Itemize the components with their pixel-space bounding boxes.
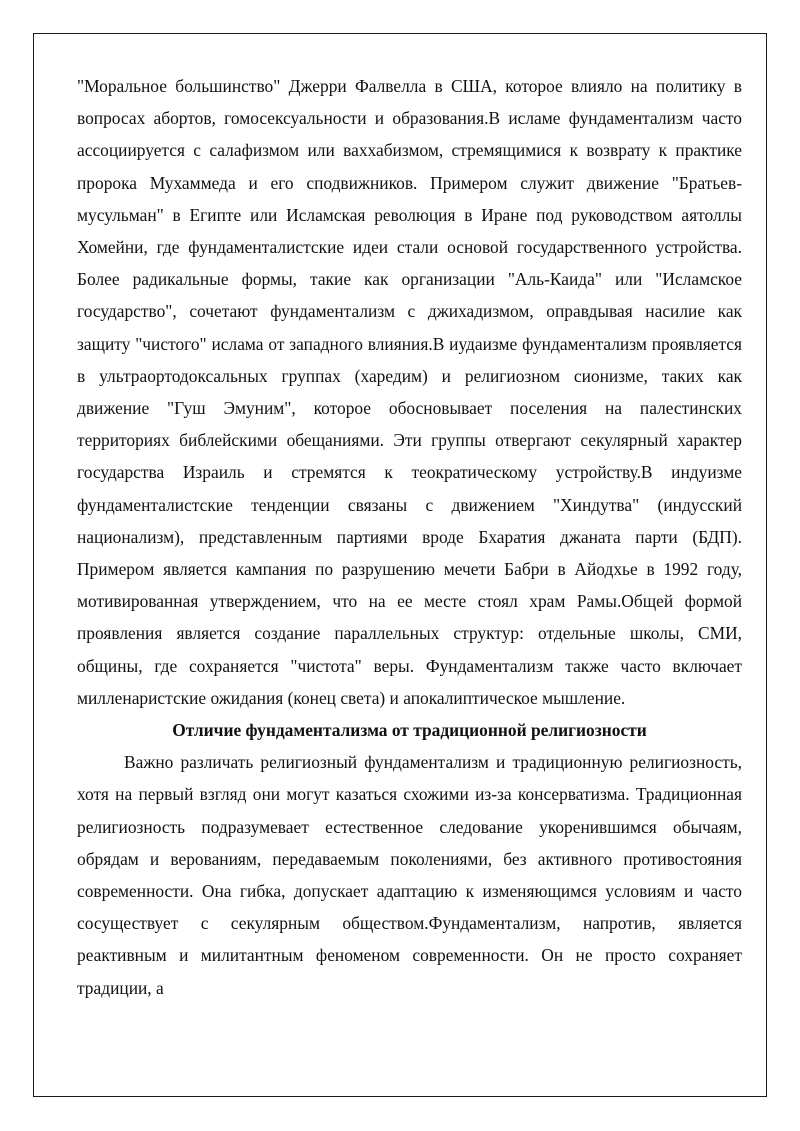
body-paragraph: Важно различать религиозный фундаментализм и традиционную религиозность, хотя на первый взгляд они могут казаться схожими из-за консерватизма. Традиционная религиозность подразумевает естественное следование укоренившимся обычаям, обрядам и верованиям, передаваемым поколениями, без активного противостояния современности. Она гибка, допускает адаптацию к изменяющимся условиям и часто сосуществует с секулярным обществом.Фундаментализм, напротив, является реактивным и милитантным феноменом современности. Он не просто сохраняет традиции, а <box>77 752 742 998</box>
body-paragraph: "Моральное большинство" Джерри Фалвелла в США, которое влияло на политику в вопросах абортов, гомосексуальности и образования.В исламе фундаментализм часто ассоциируется с салафизмом или ваххабизмом, стремящимися к возврату к практике пророка Мухаммеда и его сподвижников. Примером служит движение "Братьев-мусульман" в Египте или Исламская революция в Иране под руководством аятоллы Хомейни, где фундаменталистские идеи стали основой государственного устройства. Более радикальные формы, такие как организации "Аль-Каида" или "Исламское государство", сочетают фундаментализм с джихадизмом, оправдывая насилие как защиту "чистого" ислама от западного влияния.В иудаизме фундаментализм проявляется в ультраортодоксальных группах (харедим) и религиозном сионизме, таких как движение "Гуш Эмуним", которое обосновывает поселения на палестинских территориях библейскими обещаниями. Эти группы отвергают секулярный характер государства Израиль и стремятся к теократическому устройству.В индуизме фундаменталистские тенденции связаны с движением "Хиндутва" (индусский национализм), представленным партиями вроде Бхаратия джаната парти (БДП). Примером является кампания по разрушению мечети Бабри в Айодхье в 1992 году, мотивированная утверждением, что на ее месте стоял храм Рамы.Общей формой проявления является создание параллельных структур: отдельные школы, СМИ, общины, где сохраняется "чистота" веры. Фундаментализм также часто включает милленаристские ожидания (конец света) и апокалиптическое мышление. <box>77 76 742 708</box>
document-body <box>77 70 742 1004</box>
section-heading: Отличие фундаментализма от традиционной религиозности <box>172 720 647 741</box>
